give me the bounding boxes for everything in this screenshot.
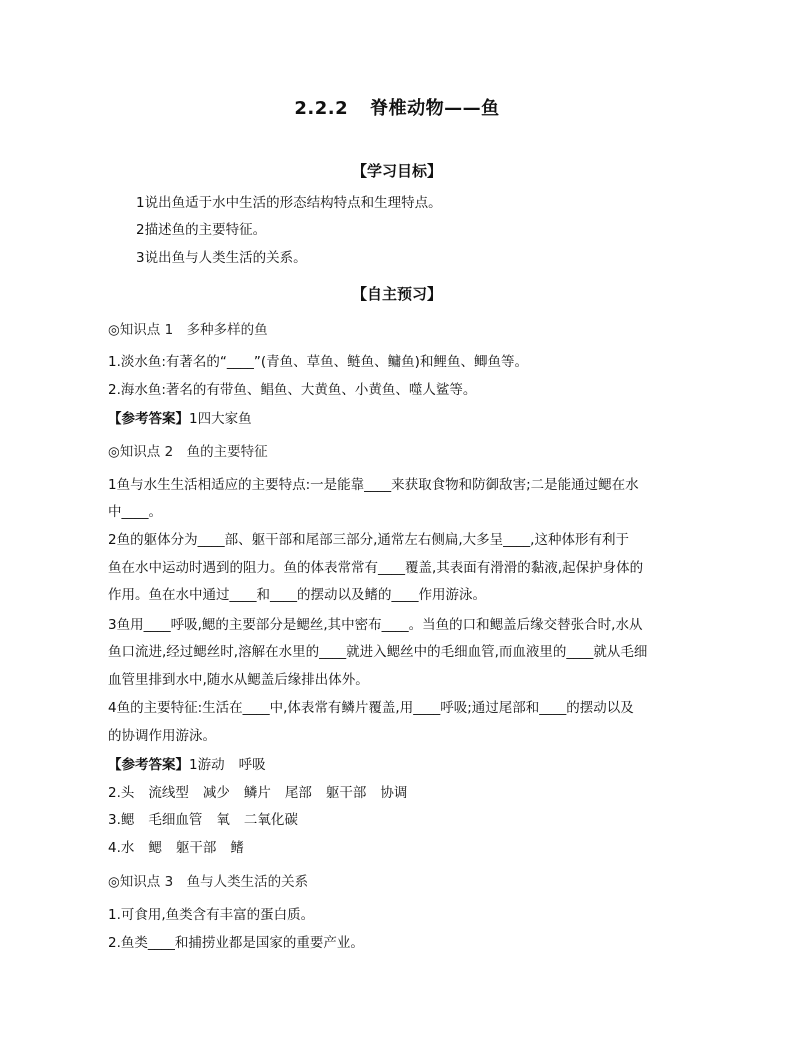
- objective-item: 3说出鱼与人类生活的关系。: [136, 250, 307, 266]
- kp3-question-1: 1.可食用,鱼类含有丰富的蛋白质。: [108, 907, 315, 923]
- kp2-question-3-line-2: 鱼口流进,经过鳃丝时,溶解在水里的____就进入鳃丝中的毛细血管,而血液里的____就从毛细: [108, 644, 648, 660]
- kp2-question-4-line-2: 的协调作用游泳。: [108, 728, 216, 744]
- section-number: 2.2.2: [294, 98, 349, 119]
- kp2-answer-2: [108, 783, 407, 803]
- answer-term: 鳃: [148, 840, 162, 856]
- answer-term: 3.鳃: [108, 812, 135, 828]
- answer-term: 躯干部: [175, 840, 217, 856]
- answer-tag: 【参考答案】: [108, 757, 189, 773]
- knowledge-point-2-title: ◎知识点 2 鱼的主要特征: [108, 444, 268, 460]
- answer-term: 协调: [380, 785, 408, 801]
- answer-term: 2.头: [108, 785, 135, 801]
- answer-term: 毛细血管: [148, 812, 203, 828]
- answer-term: 二氧化碳: [243, 812, 298, 828]
- kp2-question-3-line-3: 血管里排到水中,随水从鳃盖后缘排出体外。: [108, 672, 369, 688]
- preview-heading: 【自主预习】: [351, 285, 442, 303]
- answer-text: 1四大家鱼: [189, 411, 252, 427]
- kp2-question-2-line-2: 鱼在水中运动时遇到的阻力。鱼的体表常常有____覆盖,其表面有滑滑的黏液,起保护身体的: [108, 560, 644, 576]
- kp2-question-1-line-2: 中____。: [108, 504, 162, 520]
- objective-item: 2描述鱼的主要特征。: [136, 222, 267, 238]
- kp1-answer: [108, 409, 252, 429]
- kp2-question-2-line-3: 作用。鱼在水中通过____和____的摆动以及鳍的____作用游泳。: [108, 587, 486, 603]
- title-text: 脊椎动物——鱼: [370, 98, 500, 119]
- objectives-heading: 【学习目标】: [351, 162, 442, 180]
- answer-term: 减少: [202, 785, 230, 801]
- kp2-answer-4: [108, 838, 244, 858]
- kp2-question-1-line-1: 1鱼与水生生活相适应的主要特点:一是能靠____来获取食物和防御敌害;二是能通过鳃在水: [108, 477, 639, 493]
- kp2-question-3-line-1: 3鱼用____呼吸,鳃的主要部分是鳃丝,其中密布____。当鱼的口和鳃盖后缘交替张合时,水从: [108, 617, 643, 633]
- kp2-question-4-line-1: 4鱼的主要特征:生活在____中,体表常有鳞片覆盖,用____呼吸;通过尾部和____的摆动以及: [108, 700, 634, 716]
- answer-term: 1游动: [189, 757, 225, 773]
- answer-term: 躯干部: [325, 785, 367, 801]
- kp2-answer-1: [108, 755, 266, 775]
- answer-term: 流线型: [148, 785, 189, 801]
- kp1-question-2: 2.海水鱼:著名的有带鱼、鲳鱼、大黄鱼、小黄鱼、噬人鲨等。: [108, 382, 477, 398]
- knowledge-point-3-title: ◎知识点 3 鱼与人类生活的关系: [108, 874, 309, 890]
- knowledge-point-1-title: ◎知识点 1 多种多样的鱼: [108, 322, 268, 338]
- kp2-answer-3: [108, 810, 298, 830]
- answer-term: 氧: [216, 812, 230, 828]
- page-title: [0, 94, 794, 120]
- answer-term: 尾部: [284, 785, 312, 801]
- answer-term: 呼吸: [238, 757, 266, 773]
- answer-tag: 【参考答案】: [108, 411, 189, 427]
- answer-term: 4.水: [108, 840, 135, 856]
- answer-term: 鳞片: [243, 785, 271, 801]
- kp3-question-2: 2.鱼类____和捕捞业都是国家的重要产业。: [108, 935, 364, 951]
- kp1-question-1: 1.淡水鱼:有著名的“____”(青鱼、草鱼、鲢鱼、鳙鱼)和鲤鱼、鲫鱼等。: [108, 354, 528, 370]
- kp2-question-2-line-1: 2鱼的躯体分为____部、躯干部和尾部三部分,通常左右侧扁,大多呈____,这种体形有利于: [108, 532, 629, 548]
- objective-item: 1说出鱼适于水中生活的形态结构特点和生理特点。: [136, 195, 442, 211]
- answer-term: 鳍: [230, 840, 244, 856]
